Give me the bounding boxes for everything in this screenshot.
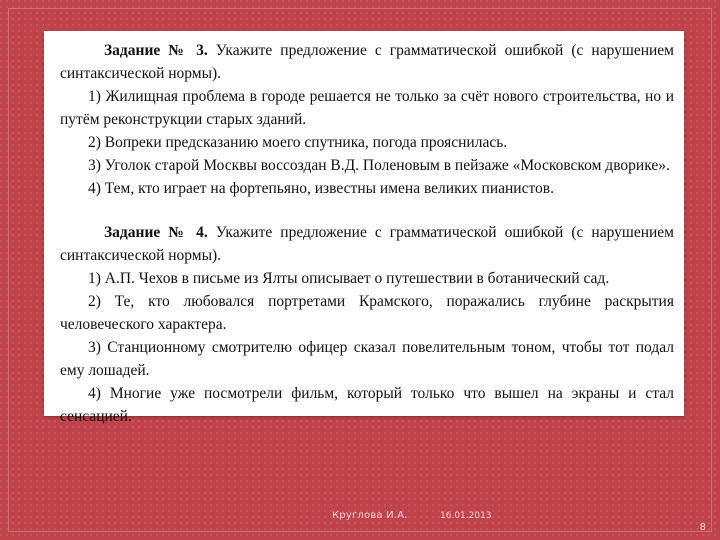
task-3-option-1: 1) Жилищная проблема в городе решается не только за счёт нового строительства, но и путём реконструкции старых зданий. bbox=[60, 88, 674, 128]
task-4-heading bbox=[44, 221, 684, 267]
footer-author: Круглова И.А. bbox=[332, 510, 408, 521]
task-3-option-2: 2) Вопреки предсказанию моего спутника, погода прояснилась. bbox=[88, 134, 508, 151]
task-3-option-4: 4) Тем, кто играет на фортепьяно, известны имена великих пианистов. bbox=[88, 180, 554, 197]
task-4-option-3: 3) Станционному смотрителю офицер сказал повелительным тоном, чтобы тот подал ему лошадей. bbox=[60, 339, 674, 379]
task-4-option-1: 1) А.П. Чехов в письме из Ялты описывает о путешествии в ботанический сад. bbox=[88, 270, 610, 287]
task-4-option-4: 4) Многие уже посмотрели фильм, который только что вышел на экраны и стал сенсацией. bbox=[60, 385, 674, 425]
task-3 bbox=[44, 39, 684, 200]
task-3-option-3: 3) Уголок старой Москвы воссоздан В.Д. Поленовым в пейзаже «Московском дворике». bbox=[88, 157, 670, 174]
task-4-label: Задание № 4. bbox=[104, 224, 208, 241]
task-3-question: Укажите предложение с грамматической ошибкой (с нарушением синтаксической нормы). bbox=[60, 42, 674, 82]
task-4-question: Укажите предложение с грамматической ошибкой (с нарушением синтаксической нормы). bbox=[60, 224, 674, 264]
task-3-heading bbox=[44, 39, 684, 85]
task-3-label: Задание № 3. bbox=[104, 42, 208, 59]
task-4-option-2: 2) Те, кто любовался портретами Крамского, поражались глубине раскрытия человеческого характера. bbox=[60, 293, 674, 333]
task-4 bbox=[44, 221, 684, 428]
footer-date: 16.01.2013 bbox=[440, 511, 492, 521]
task-image-panel bbox=[44, 31, 684, 425]
slide-number: 8 bbox=[699, 522, 706, 533]
